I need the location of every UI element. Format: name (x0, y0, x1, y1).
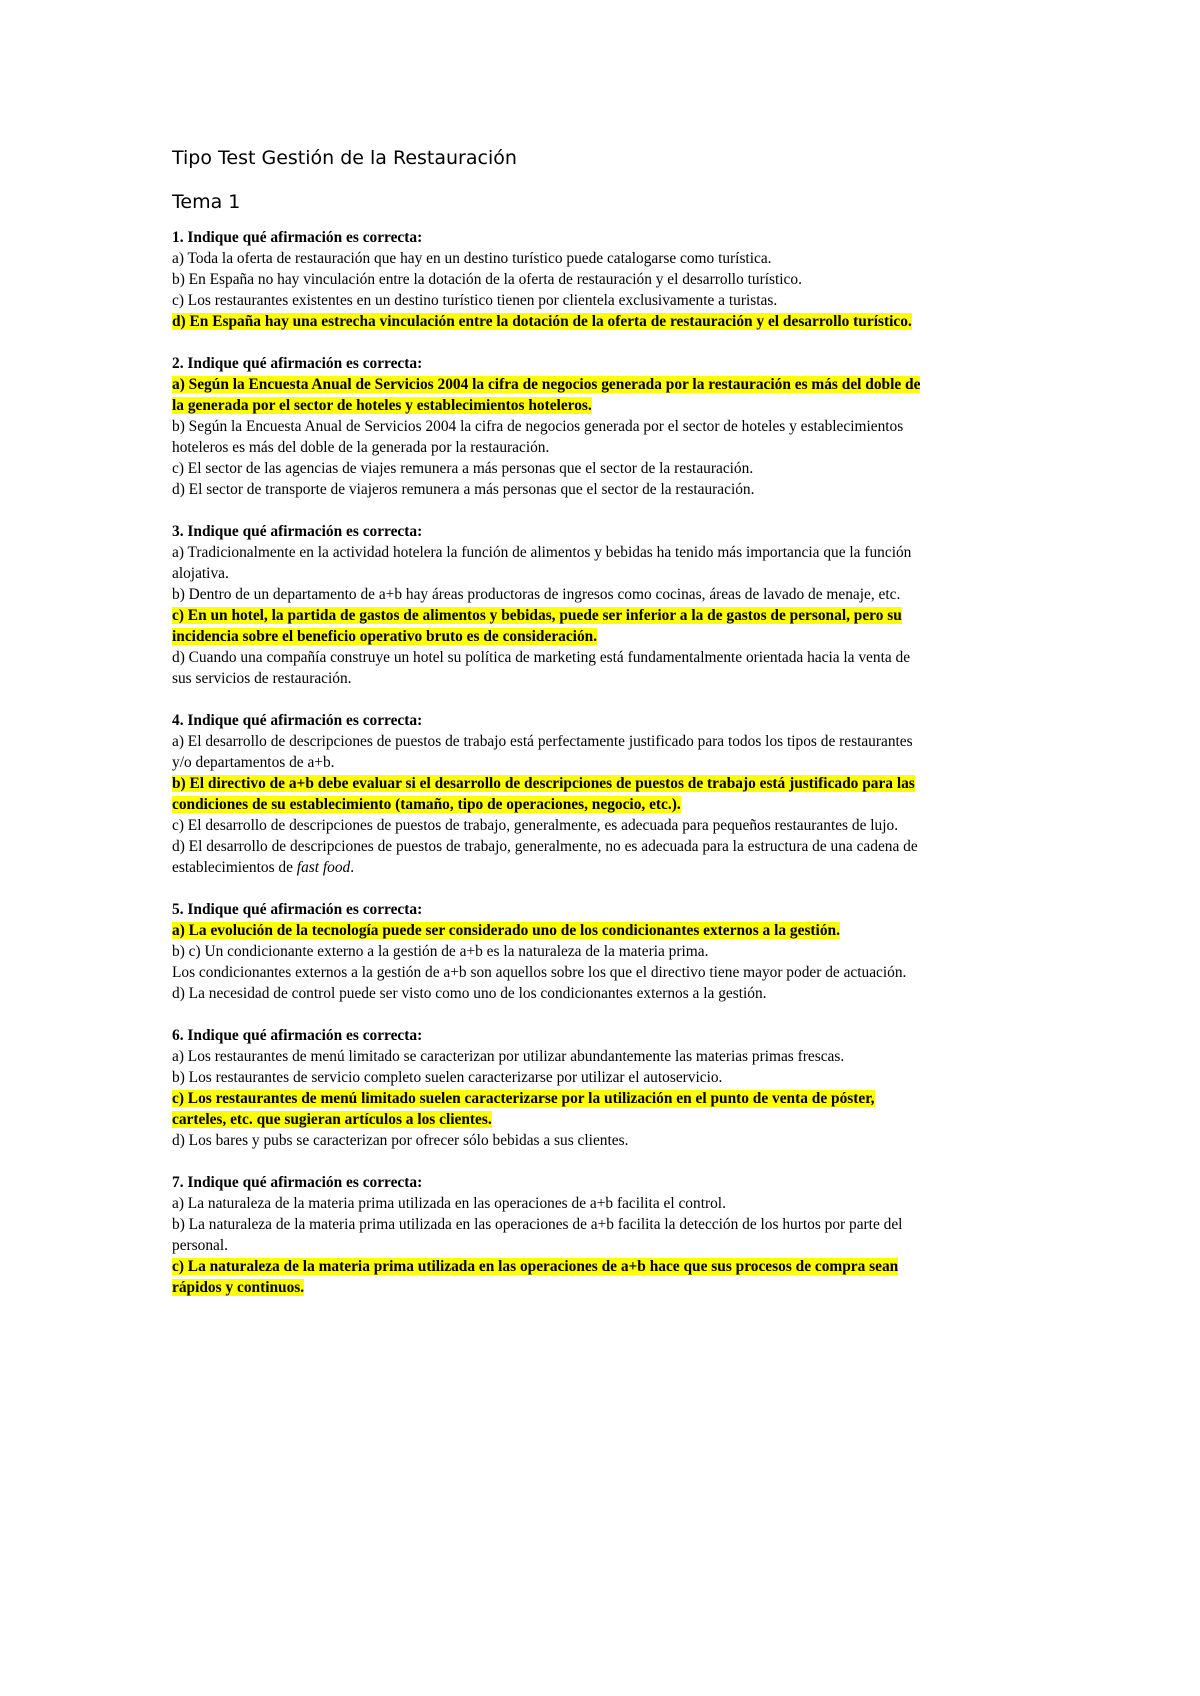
answer-option-text: Los condicionantes externos a la gestión de a+b son aquellos sobre los que el directivo tiene mayor poder de actuación. (172, 964, 907, 981)
question-1 (172, 227, 932, 332)
answer-option-text: a) Tradicionalmente en la actividad hotelera la función de alimentos y bebidas ha tenido más importancia que la función alojativa. (172, 544, 912, 582)
answer-option (172, 1046, 932, 1067)
answer-option-correct (172, 374, 932, 416)
answer-option-text: b) El directivo de a+b debe evaluar si el desarrollo de descripciones de puestos de trabajo está justificado para las condiciones de su establecimiento (tamaño, tipo de operaciones, negocio, etc.). (172, 775, 915, 813)
answer-option-text: b) Según la Encuesta Anual de Servicios 2004 la cifra de negocios generada por el sector de hoteles y establecimientos hoteleros es más del doble de la generada por la restauración. (172, 418, 904, 456)
answer-option-text: d) La necesidad de control puede ser visto como uno de los condicionantes externos a la gestión. (172, 985, 767, 1002)
question-2 (172, 353, 932, 500)
answer-option-italic-text: fast food (296, 859, 351, 876)
question-heading: 1. Indique qué afirmación es correcta: (172, 229, 423, 246)
answer-option (172, 836, 932, 878)
answer-option-text: d) Cuando una compañía construye un hotel su política de marketing está fundamentalmente orientada hacia la venta de sus servicios de restauración. (172, 649, 911, 687)
question-list (172, 227, 932, 1298)
answer-option-correct (172, 311, 932, 332)
answer-option-text: b) La naturaleza de la materia prima utilizada en las operaciones de a+b facilita la detección de los hurtos por parte del personal. (172, 1216, 903, 1254)
answer-option (172, 815, 932, 836)
answer-option (172, 248, 932, 269)
answer-option-text: a) La evolución de la tecnología puede ser considerado uno de los condicionantes externos a la gestión. (172, 922, 840, 939)
answer-option (172, 647, 932, 689)
answer-option-text: c) En un hotel, la partida de gastos de alimentos y bebidas, puede ser inferior a la de gastos de personal, pero su incidencia sobre el beneficio operativo bruto es de consideración. (172, 607, 902, 645)
answer-option (172, 941, 932, 962)
answer-option-text: a) La naturaleza de la materia prima utilizada en las operaciones de a+b facilita el control. (172, 1195, 726, 1212)
answer-option (172, 479, 932, 500)
answer-option-correct (172, 605, 932, 647)
answer-option (172, 1130, 932, 1151)
answer-option (172, 416, 932, 458)
question-4 (172, 710, 932, 878)
answer-option-correct (172, 1256, 932, 1298)
answer-option-text: c) El sector de las agencias de viajes remunera a más personas que el sector de la restauración. (172, 460, 754, 477)
document-title: Tipo Test Gestión de la Restauración (172, 147, 517, 169)
answer-option-correct (172, 773, 932, 815)
question-heading: 3. Indique qué afirmación es correcta: (172, 523, 423, 540)
answer-option-correct (172, 920, 932, 941)
answer-option (172, 1067, 932, 1088)
answer-option (172, 584, 932, 605)
answer-option-text: b) En España no hay vinculación entre la dotación de la oferta de restauración y el desarrollo turístico. (172, 271, 802, 288)
answer-option-text: d) Los bares y pubs se caracterizan por ofrecer sólo bebidas a sus clientes. (172, 1132, 629, 1149)
question-heading: 7. Indique qué afirmación es correcta: (172, 1174, 423, 1191)
answer-option (172, 962, 932, 983)
answer-option-text: b) c) Un condicionante externo a la gestión de a+b es la naturaleza de la materia prima. (172, 943, 709, 960)
answer-option-text: a) Los restaurantes de menú limitado se caracterizan por utilizar abundantemente las materias primas frescas. (172, 1048, 845, 1065)
answer-option-tail-text: . (350, 859, 355, 876)
answer-option-text: c) El desarrollo de descripciones de puestos de trabajo, generalmente, es adecuada para pequeños restaurantes de lujo. (172, 817, 899, 834)
question-heading: 4. Indique qué afirmación es correcta: (172, 712, 423, 729)
answer-option-text: d) El desarrollo de descripciones de puestos de trabajo, generalmente, no es adecuada para la estructura de una cadena de establecimientos de (172, 838, 918, 876)
answer-option-text: a) El desarrollo de descripciones de puestos de trabajo está perfectamente justificado para todos los tipos de restaurantes y/o departamentos de a+b. (172, 733, 913, 771)
document-subtitle: Tema 1 (172, 191, 241, 213)
answer-option-text: b) Los restaurantes de servicio completo suelen caracterizarse por utilizar el autoservicio. (172, 1069, 723, 1086)
answer-option-text: c) La naturaleza de la materia prima utilizada en las operaciones de a+b hace que sus procesos de compra sean rápidos y continuos. (172, 1258, 899, 1296)
answer-option-text: d) El sector de transporte de viajeros remunera a más personas que el sector de la restauración. (172, 481, 755, 498)
answer-option (172, 983, 932, 1004)
question-heading: 5. Indique qué afirmación es correcta: (172, 901, 423, 918)
answer-option (172, 1214, 932, 1256)
question-5 (172, 899, 932, 1004)
answer-option (172, 290, 932, 311)
answer-option-text: c) Los restaurantes existentes en un destino turístico tienen por clientela exclusivamente a turistas. (172, 292, 778, 309)
answer-option (172, 458, 932, 479)
answer-option-text: a) Según la Encuesta Anual de Servicios 2004 la cifra de negocios generada por la restauración es más del doble de la generada por el sector de hoteles y establecimientos hoteleros. (172, 376, 921, 414)
answer-option (172, 269, 932, 290)
question-heading: 6. Indique qué afirmación es correcta: (172, 1027, 423, 1044)
question-3 (172, 521, 932, 689)
answer-option (172, 731, 932, 773)
answer-option-correct (172, 1088, 932, 1130)
answer-option-text: a) Toda la oferta de restauración que hay en un destino turístico puede catalogarse como turística. (172, 250, 772, 267)
answer-option-text: c) Los restaurantes de menú limitado suelen caracterizarse por la utilización en el punto de venta de póster, carteles, etc. que sugieran artículos a los clientes. (172, 1090, 875, 1128)
answer-option-text: d) En España hay una estrecha vinculación entre la dotación de la oferta de restauración y el desarrollo turístico. (172, 313, 912, 330)
document-page (172, 144, 932, 1319)
question-7 (172, 1172, 932, 1298)
answer-option-text: b) Dentro de un departamento de a+b hay áreas productoras de ingresos como cocinas, áreas de lavado de menaje, etc. (172, 586, 901, 603)
question-6 (172, 1025, 932, 1151)
answer-option (172, 542, 932, 584)
answer-option (172, 1193, 932, 1214)
question-heading: 2. Indique qué afirmación es correcta: (172, 355, 423, 372)
